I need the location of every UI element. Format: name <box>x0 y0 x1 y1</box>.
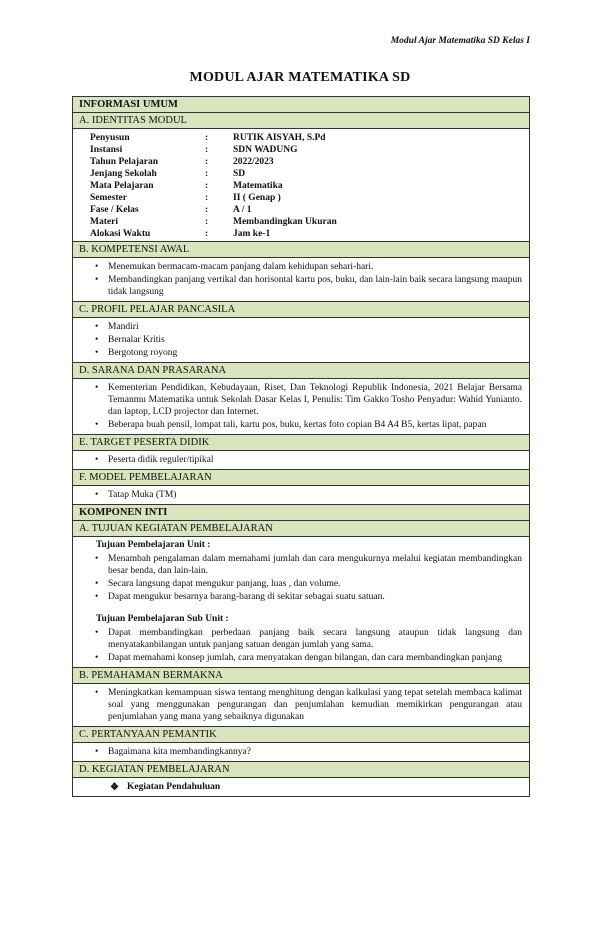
identitas-row <box>80 204 522 216</box>
identitas-key: Jenjang Sekolah <box>90 169 157 179</box>
list-item: • Secara langsung dapat mengukur panjang, luas , dan volume. <box>80 578 522 590</box>
identitas-colon: : <box>205 145 209 155</box>
identitas-value: SD <box>233 169 246 179</box>
identitas-value: A / 1 <box>233 205 252 215</box>
section-pemahaman-bermakna: B. PEMAHAMAN BERMAKNA <box>73 668 529 684</box>
list-item: • Bernalar Kritis <box>80 334 522 346</box>
target-cell <box>73 451 529 470</box>
identitas-row <box>80 144 522 156</box>
identitas-key: Materi <box>90 217 118 227</box>
tujuan-subunit-title: Tujuan Pembelajaran Sub Unit : <box>96 614 229 624</box>
identitas-row <box>80 132 522 144</box>
identitas-key: Tahun Pelajaran <box>90 157 159 167</box>
section-kompetensi-awal: B. KOMPETENSI AWAL <box>73 242 529 258</box>
list-item: • Dapat mengukur besarnya barang-barang di sekitar sebagai suatu satuan. <box>80 591 522 603</box>
identitas-colon: : <box>205 229 209 239</box>
running-header: Modul Ajar Matematika SD Kelas I <box>390 36 530 46</box>
identitas-colon: : <box>205 193 209 203</box>
identitas-row <box>80 156 522 168</box>
tujuan-subunit-list <box>80 627 522 664</box>
kegiatan-pendahuluan-label: Kegiatan Pendahuluan <box>126 782 221 792</box>
identitas-value: II ( Genap ) <box>233 193 281 203</box>
section-kegiatan-pembelajaran: D. KEGIATAN PEMBELAJARAN <box>73 762 529 778</box>
diamond-bullet-icon: ❖ <box>110 781 119 793</box>
section-komponen-inti: KOMPONEN INTI <box>73 505 529 521</box>
list-item: • Bergotong royong <box>80 347 522 359</box>
section-target-peserta: E. TARGET PESERTA DIDIK <box>73 435 529 451</box>
section-identitas-modul: A. IDENTITAS MODUL <box>73 113 529 129</box>
list-item: • Tatap Muka (TM) <box>80 489 522 501</box>
identitas-colon: : <box>205 169 209 179</box>
identitas-value: SDN WADUNG <box>233 145 298 155</box>
list-item: • Menemukan bermacam-macam panjang dalam kehidupan sehari-hari. <box>80 261 522 273</box>
kompetensi-list <box>80 261 522 298</box>
list-item: • Menambah pengalaman dalam memahami jumlah dan cara mengukurnya melalui kegiatan membandingkan besar benda, dan lain-lain. <box>80 553 522 577</box>
list-item: • Bagaimana kita membandingkannya? <box>80 746 522 758</box>
pemahaman-cell <box>73 684 529 727</box>
kegiatan-item <box>80 780 522 794</box>
tujuan-unit-title: Tujuan Pembelajaran Unit : <box>96 540 211 550</box>
model-cell <box>73 486 529 505</box>
identitas-row <box>80 168 522 180</box>
section-model-pembelajaran: F. MODEL PEMBELAJARAN <box>73 470 529 486</box>
pertanyaan-cell <box>73 743 529 762</box>
identitas-row <box>80 228 522 240</box>
identitas-row <box>80 192 522 204</box>
profil-list <box>80 321 522 359</box>
list-item: • Mandiri <box>80 321 522 333</box>
identitas-value: Membandingkan Ukuran <box>233 217 337 227</box>
list-item: • Kementerian Pendidikan, Kebudayaan, Riset, Dan Teknologi Republik Indonesia, 2021 Belajar Bersama Temanmu Matematika untuk Sekolah Dasar Kelas I, Penulis: Tim Gakko Tosho Penyadur: Wahid Yunianto. dan laptop, LCD projector dan Internet. <box>80 382 522 418</box>
identitas-cell <box>73 129 529 242</box>
identitas-value: 2022/2023 <box>233 157 274 167</box>
identitas-row <box>80 216 522 228</box>
identitas-colon: : <box>205 205 209 215</box>
identitas-key: Alokasi Waktu <box>90 229 151 239</box>
pertanyaan-list <box>80 746 522 758</box>
sarana-cell <box>73 379 529 435</box>
identitas-colon: : <box>205 181 209 191</box>
identitas-key: Fase / Kelas <box>90 205 139 215</box>
pemahaman-list <box>80 687 522 723</box>
list-item: • Dapat membandingkan perbedaan panjang baik secara langsung ataupun tidak langsung dan menyatakanbilangan untuk panjang satuan dengan jumlah yang sama. <box>80 627 522 651</box>
section-tujuan-kegiatan: A. TUJUAN KEGIATAN PEMBELAJARAN <box>73 521 529 537</box>
section-profil-pelajar: C. PROFIL PELAJAR PANCASILA <box>73 302 529 318</box>
section-informasi-umum: INFORMASI UMUM <box>73 97 529 113</box>
sarana-list <box>80 382 522 431</box>
kompetensi-cell <box>73 258 529 302</box>
target-list <box>80 454 522 466</box>
section-sarana-prasarana: D. SARANA DAN PRASARANA <box>73 363 529 379</box>
identitas-list <box>80 132 522 240</box>
list-item: • Membandingkan panjang vertikal dan horisontal kartu pos, buku, dan lain-lain baik secara langsung maupun tidak langsung <box>80 274 522 298</box>
profil-cell <box>73 318 529 363</box>
identitas-key: Mata Pelajaran <box>90 181 154 191</box>
kegiatan-cell <box>73 778 529 796</box>
identitas-colon: : <box>205 217 209 227</box>
list-item: • Peserta didik reguler/tipikal <box>80 454 522 466</box>
identitas-key: Semester <box>90 193 127 203</box>
section-pertanyaan-pemantik: C. PERTANYAAN PEMANTIK <box>73 727 529 743</box>
identitas-value: Matematika <box>233 181 283 191</box>
tujuan-cell <box>73 537 529 668</box>
module-table <box>72 96 530 797</box>
list-item: • Meningkatkan kemampuan siswa tentang menghitung dengan kalkulasi yang tepat setelah membaca kalimat soal yang menggunakan pengurangan dan penjumlahan kemudian memikirkan pengurangan atau penjumlahan yang mana yang sebaiknya digunakan <box>80 687 522 723</box>
list-item: • Beberapa buah pensil, lompat tali, kartu pos, buku, kertas foto copian B4 A4 B5, kertas lipat, papan <box>80 419 522 431</box>
identitas-colon: : <box>205 133 209 143</box>
tujuan-unit-list <box>80 553 522 603</box>
identitas-key: Penyusun <box>90 133 130 143</box>
identitas-row <box>80 180 522 192</box>
identitas-key: Instansi <box>90 145 123 155</box>
identitas-value: Jam ke-1 <box>233 229 271 239</box>
model-list <box>80 489 522 501</box>
identitas-value: RUTIK AISYAH, S.Pd <box>233 133 326 143</box>
list-item: • Dapat memahami konsep jumlah, cara menyatakan dengan bilangan, dan cara membandingkan panjang <box>80 652 522 664</box>
identitas-colon: : <box>205 157 209 167</box>
document-title: MODUL AJAR MATEMATIKA SD <box>189 70 411 85</box>
